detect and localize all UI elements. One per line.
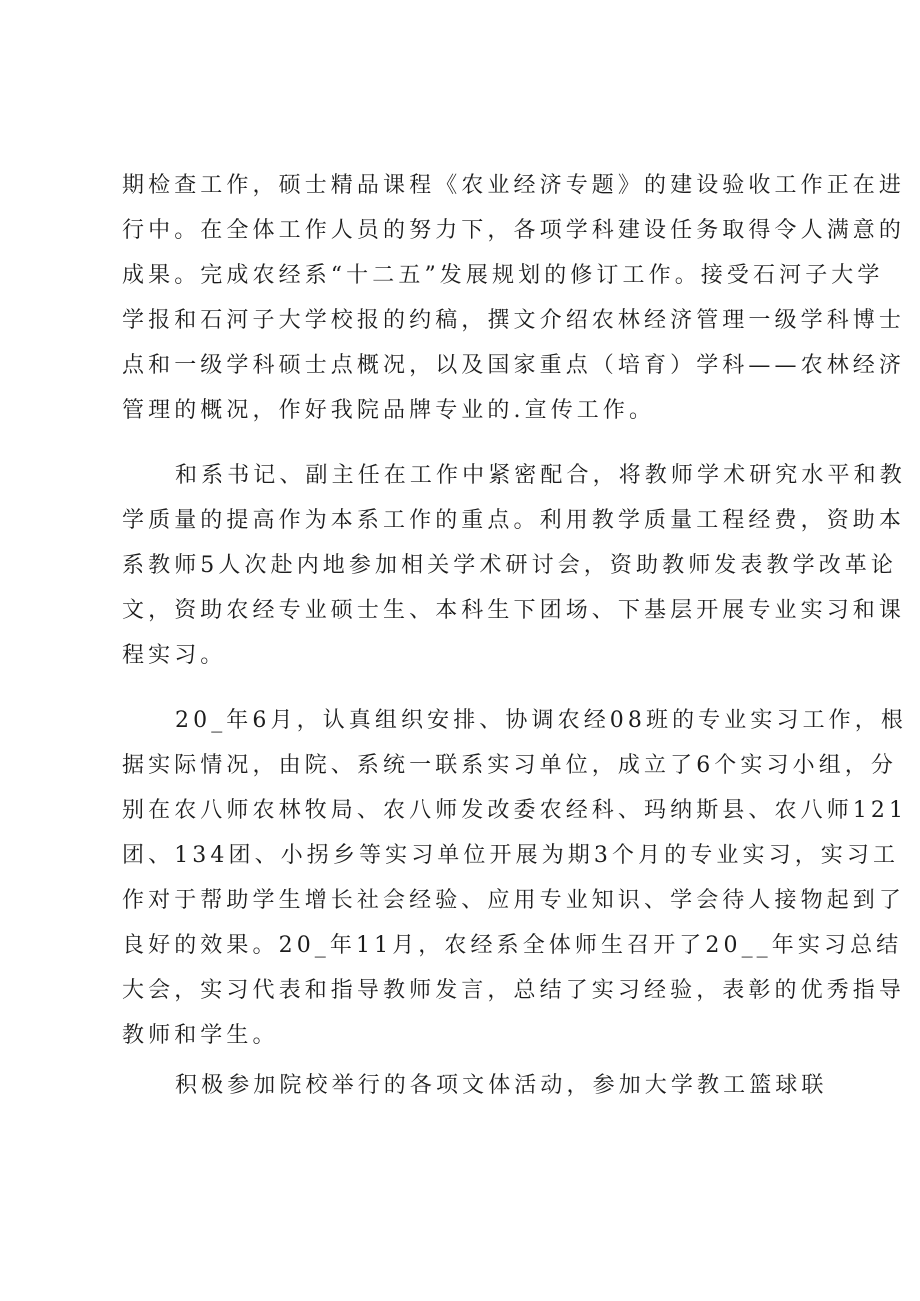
text-line: 积极参加院校举行的各项文体活动，参加大学教工篮球联 bbox=[175, 1073, 828, 1098]
text-line: 管理的概况，作好我院品牌专业的.宣传工作。 bbox=[122, 398, 656, 423]
text-line: 成果。完成农经系“十二五”发展规划的修订工作。接受石河子大学 bbox=[122, 263, 884, 288]
text-line: 教师和学生。 bbox=[122, 1023, 279, 1048]
text-line: 学报和石河子大学校报的约稿，撰文介绍农林经济管理一级学科博士 bbox=[122, 308, 906, 333]
text-line: 期检查工作，硕士精品课程《农业经济专题》的建设验收工作正在进 bbox=[122, 173, 906, 198]
text-line: 学质量的提高作为本系工作的重点。利用教学质量工程经费，资助本 bbox=[122, 508, 906, 533]
text-line: 大会，实习代表和指导教师发言，总结了实习经验，表彰的优秀指导 bbox=[122, 978, 906, 1003]
text-line: 程实习。 bbox=[122, 643, 227, 668]
text-line: 作对于帮助学生增长社会经验、应用专业知识、学会待人接物起到了 bbox=[122, 888, 906, 913]
text-line: 系教师5人次赴内地参加相关学术研讨会，资助教师发表教学改革论 bbox=[122, 553, 897, 578]
text-line: 团、134团、小拐乡等实习单位开展为期3个月的专业实习，实习工 bbox=[122, 843, 900, 868]
text-line: 据实际情况，由院、系统一联系实习单位，成立了6个实习小组，分 bbox=[122, 753, 897, 778]
text-line: 别在农八师农林牧局、农八师发改委农经科、玛纳斯县、农八师121 bbox=[122, 798, 908, 823]
text-line: 点和一级学科硕士点概况，以及国家重点（培育）学科——农林经济 bbox=[122, 353, 906, 378]
text-line: 文，资助农经专业硕士生、本科生下团场、下基层开展专业实习和课 bbox=[122, 598, 906, 623]
text-line: 良好的效果。20_年11月，农经系全体师生召开了20__年实习总结 bbox=[122, 933, 903, 958]
text-line: 和系书记、副主任在工作中紧密配合，将教师学术研究水平和教 bbox=[175, 463, 906, 488]
text-line: 行中。在全体工作人员的努力下，各项学科建设任务取得令人满意的 bbox=[122, 218, 906, 243]
text-line: 20_年6月，认真组织安排、协调农经08班的专业实习工作，根 bbox=[175, 708, 907, 733]
